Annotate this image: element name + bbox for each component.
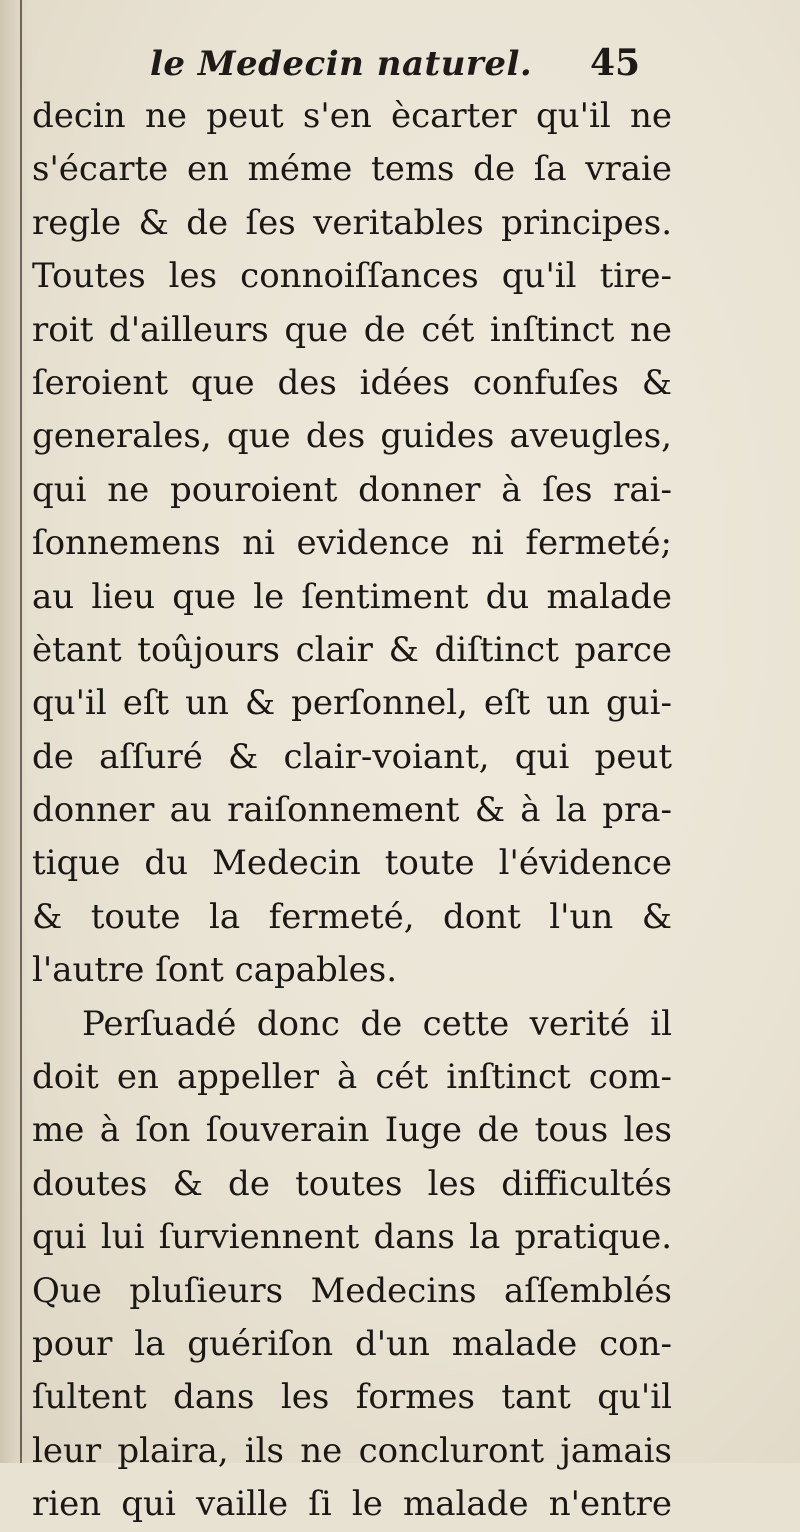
text-line: tique du Medecin toute l'évidence [32,843,672,884]
page-number: 45 [590,42,641,84]
running-title: le Medecin naturel. [150,44,533,84]
page-binding-edge [0,0,28,1463]
text-line: qu'il eſt un & perſonnel, eſt un gui- [32,683,672,724]
paragraph-start-line: Perſuadé donc de cette verité il [82,1003,672,1044]
text-line: & toute la fermeté, dont l'un & [32,896,672,937]
text-line: donner au raiſonnement & à la pra- [32,790,672,831]
text-line: me à ſon ſouverain Iuge de tous les [32,1110,672,1151]
text-line: ſonnemens ni evidence ni fermeté; [32,523,672,564]
text-line: pour la guériſon d'un malade con- [32,1323,672,1364]
text-line: decin ne peut s'en ècarter qu'il ne [32,96,672,136]
text-line: doutes & de toutes les difficultés [32,1163,672,1204]
text-line: regle & de ſes veritables principes. [32,202,672,243]
text-line: rien qui vaille ſi le malade n'entre [32,1484,672,1525]
text-line: s'écarte en méme tems de ſa vraie [32,149,672,190]
binding-rule [20,0,22,1463]
text-line: l'autre ſont capables. [32,950,398,991]
text-line: qui ne pouroient donner à ſes rai- [32,469,672,510]
text-line: qui lui ſurviennent dans la pratique. [32,1217,672,1258]
text-line: leur plaira, ils ne concluront jamais [32,1430,672,1471]
text-line: generales, que des guides aveugles, [32,416,672,457]
text-line: doit en appeller à cét inſtinct com- [32,1057,672,1098]
text-line: Toutes les connoiſſances qu'il tire- [32,256,672,297]
body-text [32,90,672,1532]
text-line: ſultent dans les formes tant qu'il [32,1377,672,1418]
text-line: Que pluſieurs Medecins aſſemblés [32,1270,672,1311]
text-line: ſeroient que des idées confuſes & [32,362,672,403]
text-line: ètant toûjours clair & diſtinct parce [32,629,672,670]
text-line: au lieu que le ſentiment du malade [32,576,672,617]
text-line: roit d'ailleurs que de cét inſtinct ne [32,309,672,350]
text-line: de aſſuré & clair-voiant, qui peut [32,736,672,777]
